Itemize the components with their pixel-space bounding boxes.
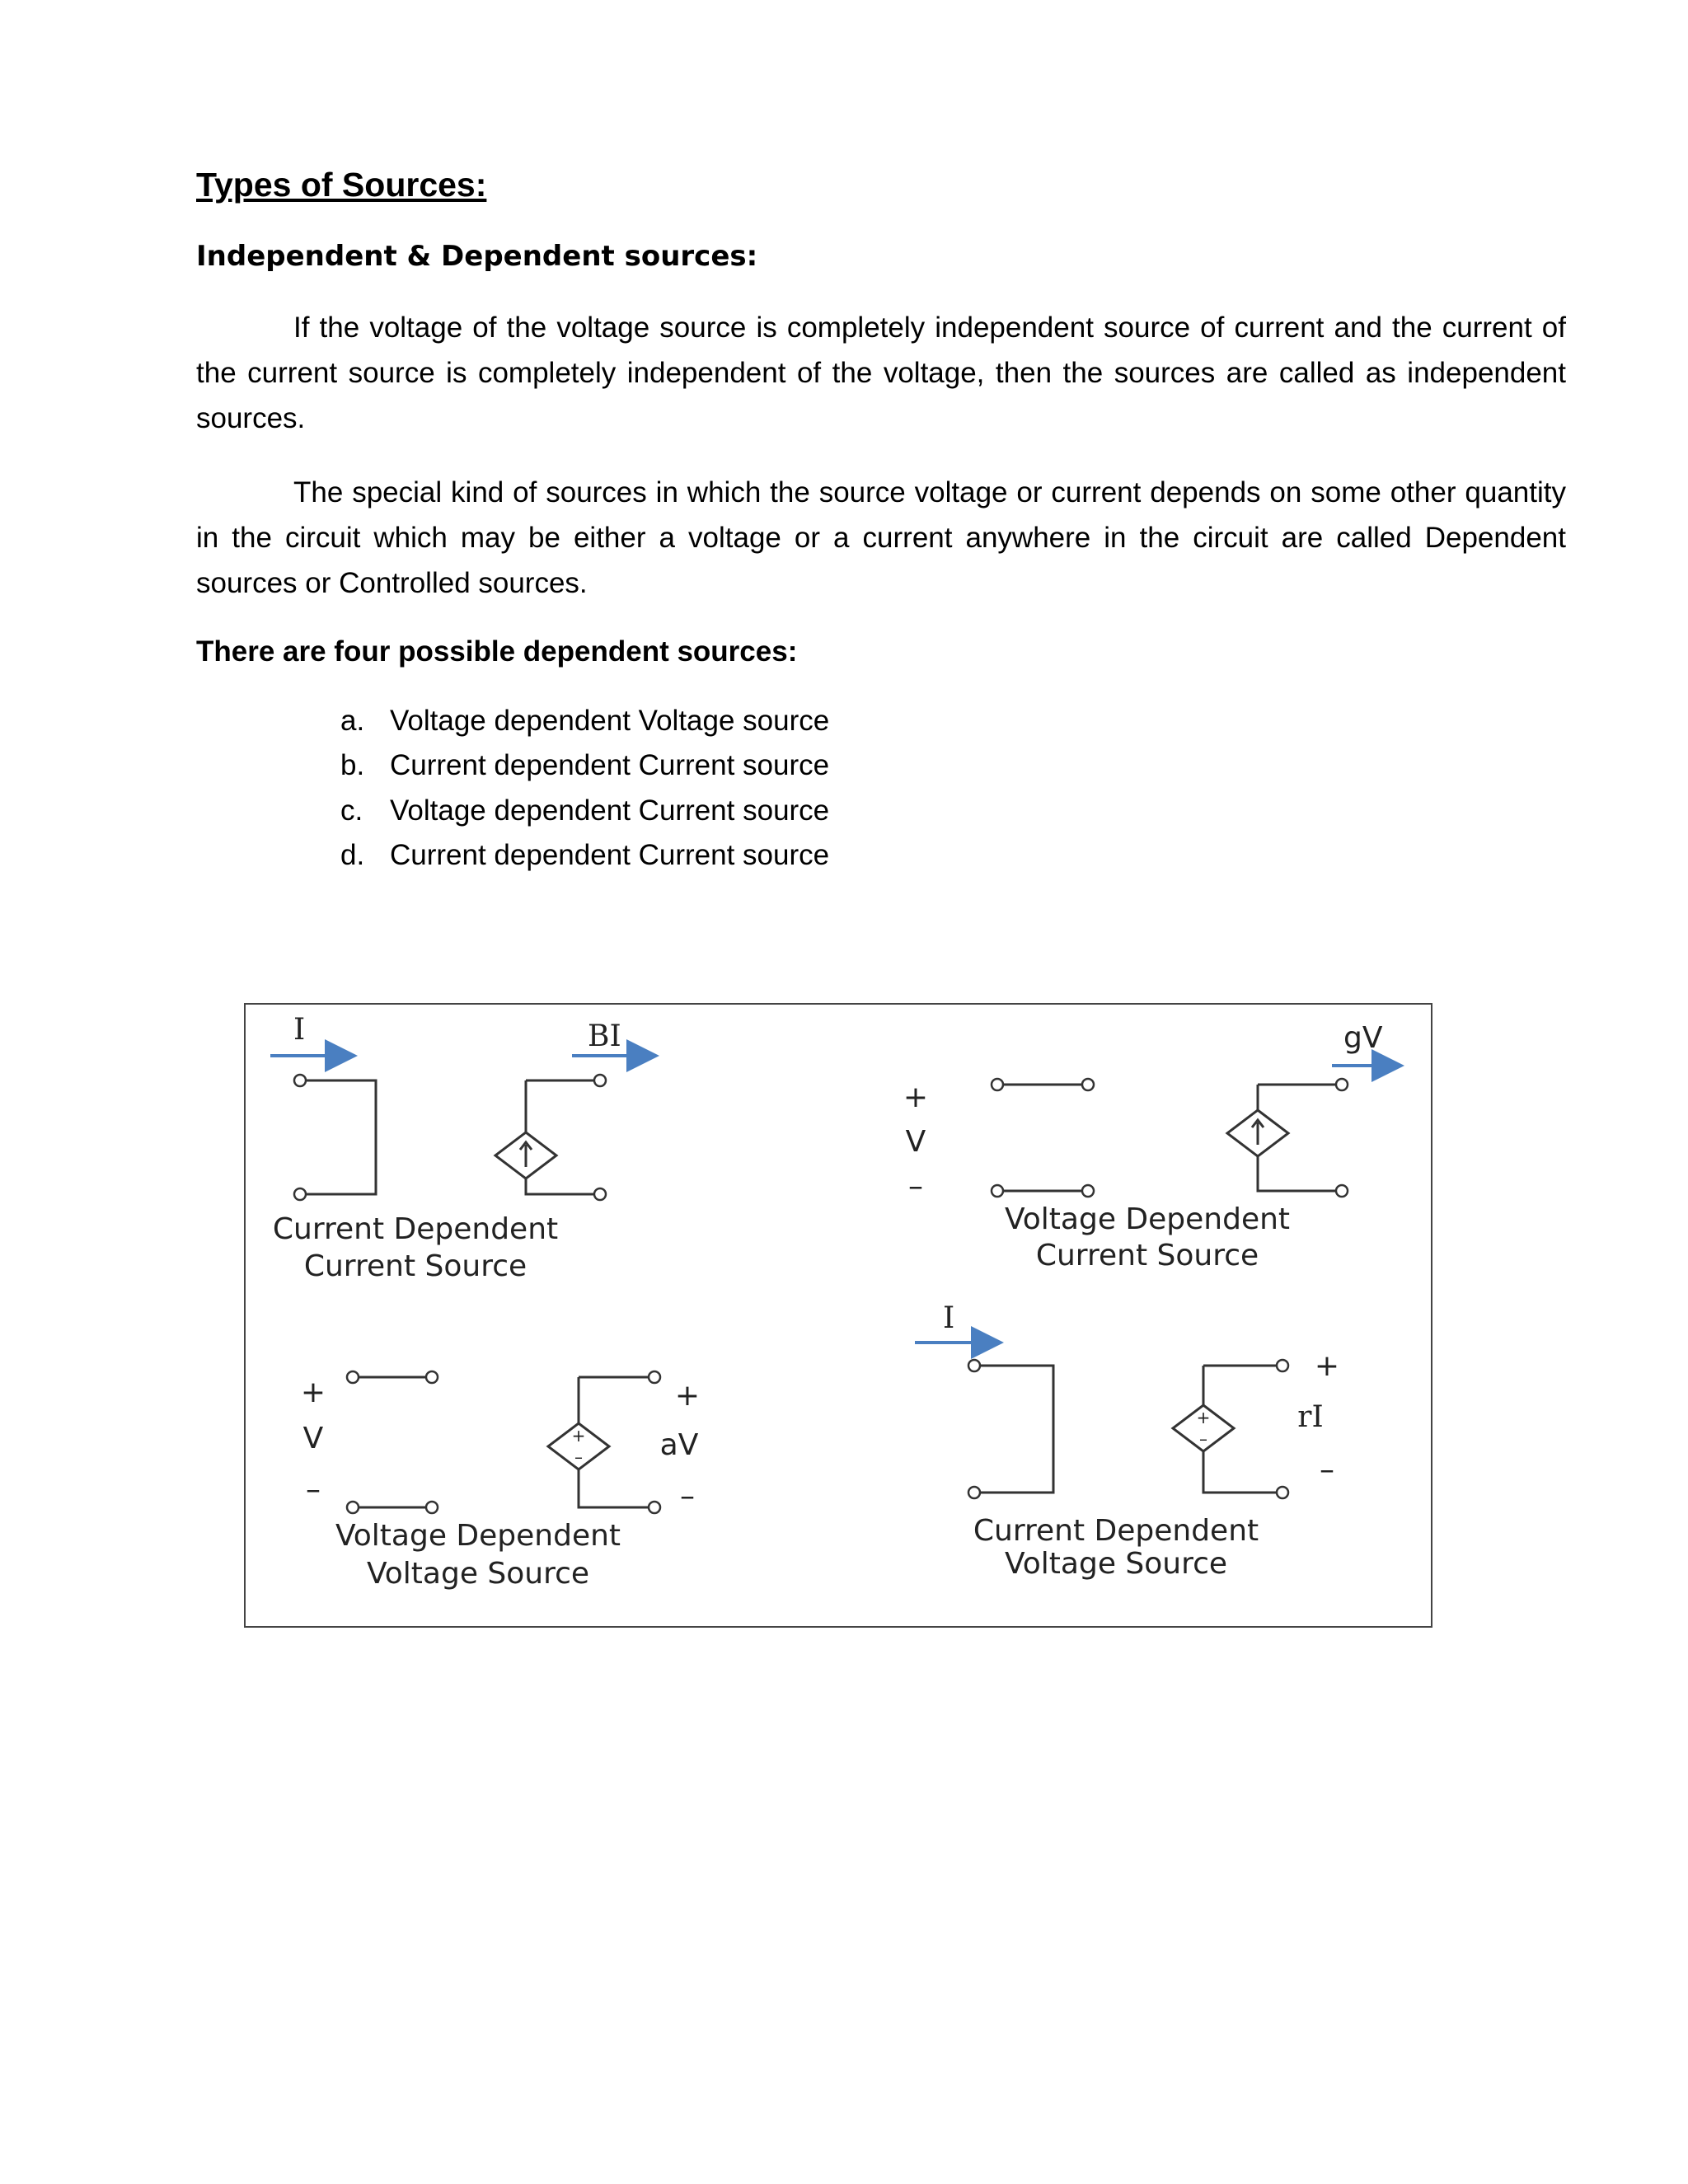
list-marker: a. xyxy=(340,704,365,737)
section-subtitle: Independent & Dependent sources: xyxy=(196,240,758,274)
vcvs-output-wire xyxy=(579,1377,649,1507)
ccvs-output-label: rI xyxy=(1297,1400,1324,1434)
vcvs-terminal xyxy=(347,1502,359,1513)
vcvs-plus-label: + xyxy=(300,1376,326,1409)
list-item xyxy=(340,789,1566,834)
vcvs-minus-glyph: – xyxy=(574,1447,583,1467)
cccs-circuit xyxy=(270,1013,653,1283)
vcvs-caption-line1: Voltage Dependent xyxy=(335,1519,621,1553)
vcvs-circuit xyxy=(301,1371,700,1591)
cccs-caption-line2: Current Source xyxy=(303,1249,528,1283)
list-marker: d. xyxy=(340,839,365,872)
vccs-terminal xyxy=(1082,1079,1094,1090)
vcvs-terminal xyxy=(649,1371,660,1383)
cccs-caption-line1: Current Dependent xyxy=(272,1212,559,1246)
vccs-terminal xyxy=(1082,1185,1094,1197)
list-marker: b. xyxy=(340,749,365,782)
vccs-circuit xyxy=(903,1021,1398,1272)
vccs-caption-line1: Voltage Dependent xyxy=(1004,1202,1291,1236)
ccvs-caption-line2: Voltage Source xyxy=(1004,1547,1228,1581)
vcvs-terminal xyxy=(426,1371,438,1383)
vccs-output-label: gV xyxy=(1343,1021,1383,1055)
vccs-minus-label: – xyxy=(908,1169,923,1203)
vcvs-output-label: aV xyxy=(659,1428,699,1462)
cccs-input-label: I xyxy=(293,1013,306,1047)
cccs-terminal xyxy=(594,1075,606,1086)
ccvs-output-wire xyxy=(1203,1366,1278,1493)
ccvs-caption-line1: Current Dependent xyxy=(973,1514,1259,1548)
ccvs-plus-glyph: + xyxy=(1196,1408,1211,1427)
list-item-text: Current dependent Current source xyxy=(390,839,830,872)
list-item-text: Current dependent Current source xyxy=(390,749,830,782)
document-page xyxy=(196,165,1566,879)
ccvs-input-label: I xyxy=(943,1301,955,1335)
list-item-text: Voltage dependent Voltage source xyxy=(390,704,830,737)
vcvs-v-label: V xyxy=(302,1422,324,1455)
ccvs-out-minus-label: – xyxy=(1320,1453,1334,1487)
vcvs-out-minus-label: – xyxy=(680,1479,695,1513)
cccs-terminal xyxy=(294,1075,306,1086)
cccs-terminal xyxy=(294,1188,306,1200)
list-item xyxy=(340,833,1566,879)
vccs-output-wire xyxy=(1258,1085,1337,1191)
vccs-terminal xyxy=(992,1185,1003,1197)
ccvs-out-plus-label: + xyxy=(1314,1349,1340,1383)
vcvs-terminal xyxy=(426,1502,438,1513)
cccs-output-wire xyxy=(526,1080,595,1194)
page-title: Types of Sources: xyxy=(196,166,487,204)
cccs-terminal xyxy=(594,1188,606,1200)
dependent-sources-list xyxy=(196,699,1566,879)
ccvs-short-wire xyxy=(979,1366,1053,1493)
vcvs-minus-label: – xyxy=(306,1473,321,1507)
ccvs-terminal xyxy=(968,1487,980,1498)
ccvs-terminal xyxy=(1277,1487,1288,1498)
vccs-terminal xyxy=(1336,1079,1348,1090)
vcvs-caption-line2: Voltage Source xyxy=(366,1557,590,1591)
list-heading: There are four possible dependent sources: xyxy=(196,635,798,668)
ccvs-terminal xyxy=(968,1360,980,1371)
paragraph-dependent: The special kind of sources in which the source voltage or current depends on some other quantity in the circuit which may be either a voltage or a current anywhere in the circuit are called Dependent sources or Controlled sources. xyxy=(196,476,1566,599)
vccs-caption-line2: Current Source xyxy=(1035,1239,1259,1272)
list-item-text: Voltage dependent Current source xyxy=(390,794,830,827)
vcvs-out-plus-label: + xyxy=(674,1379,701,1413)
list-item xyxy=(340,699,1566,744)
vcvs-terminal xyxy=(649,1502,660,1513)
list-marker: c. xyxy=(340,794,363,827)
paragraph-independent: If the voltage of the voltage source is completely independent source of current and the current of the current source is completely independent of the voltage, then the sources are called as independent sources. xyxy=(196,311,1566,434)
cccs-short-wire xyxy=(305,1080,376,1194)
list-item xyxy=(340,743,1566,789)
vcvs-plus-glyph: + xyxy=(571,1426,586,1446)
vccs-terminal xyxy=(1336,1185,1348,1197)
dependent-sources-figure xyxy=(244,1003,1432,1628)
ccvs-terminal xyxy=(1277,1360,1288,1371)
vcvs-terminal xyxy=(347,1371,359,1383)
vccs-plus-label: + xyxy=(903,1080,929,1114)
ccvs-circuit xyxy=(915,1301,1339,1581)
cccs-output-label: BI xyxy=(588,1019,621,1053)
vccs-terminal xyxy=(992,1079,1003,1090)
circuit-diagram xyxy=(246,1005,1434,1629)
vccs-v-label: V xyxy=(905,1125,926,1159)
ccvs-minus-glyph: – xyxy=(1199,1429,1207,1449)
